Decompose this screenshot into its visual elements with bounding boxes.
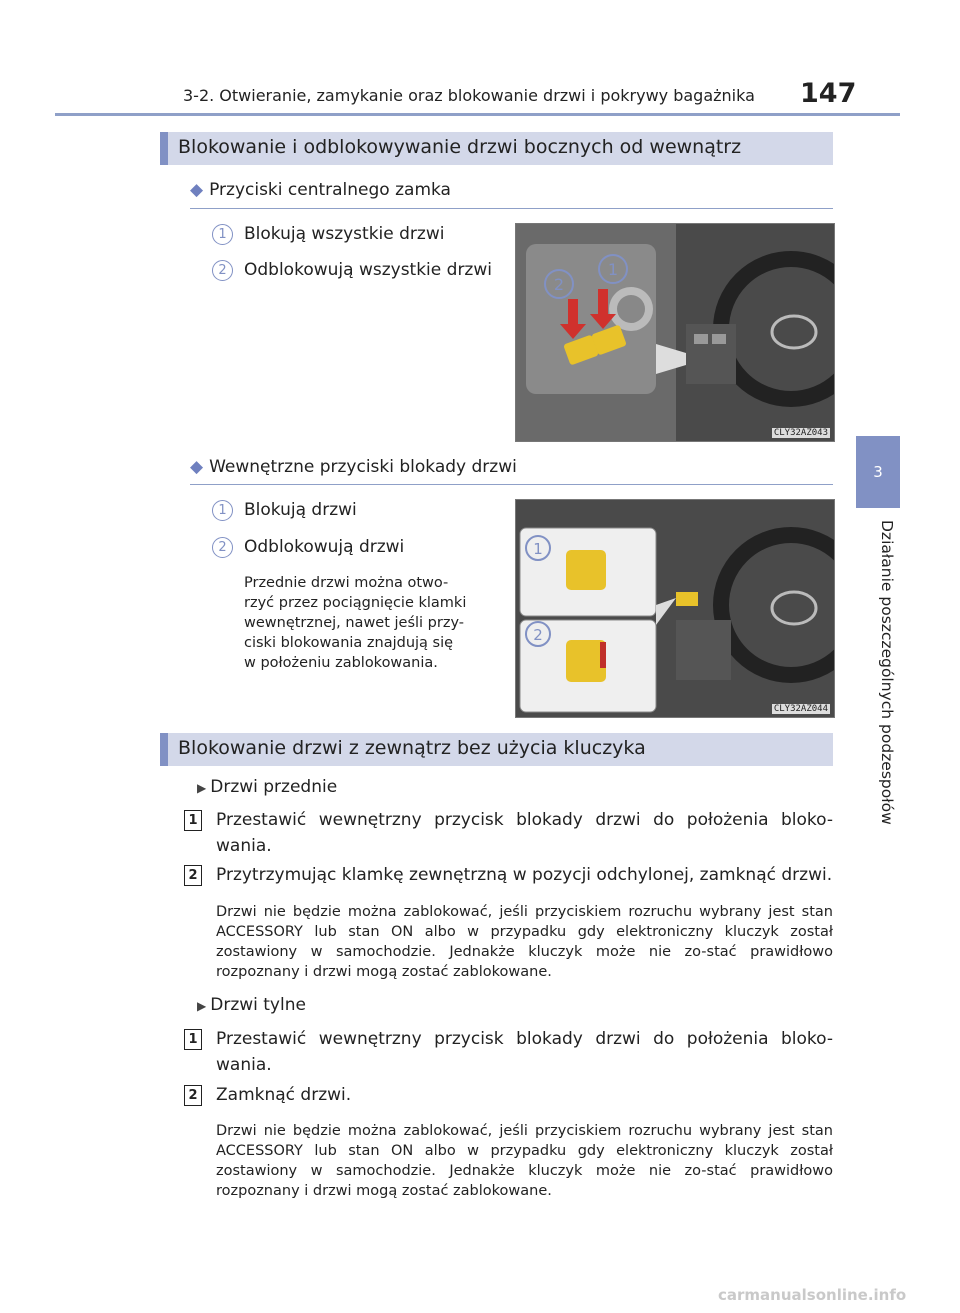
note-paragraph: Drzwi nie będzie można zablokować, jeśli przyciskiem rozruchu wybrany jest stan ACCESSORY lub stan ON albo w przypadku gdy elektroniczny kluczyk został zostawiony w samochodzie. Jednakże kluczyk może nie zo-stać prawidłowo rozpoznany i drzwi mogą zostać zablokowane. (216, 904, 833, 980)
diamond-icon: ◆ (190, 457, 204, 477)
page-number: 147 (800, 78, 857, 109)
step-text: Przestawić wewnętrzny przycisk blokady drzwi do położenia bloko-wania. (216, 1029, 833, 1075)
subsection-rule (190, 208, 833, 209)
header-rule (55, 113, 900, 116)
illustration-central-lock-buttons (515, 223, 835, 442)
running-header: 3-2. Otwieranie, zamykanie oraz blokowanie drzwi i pokrywy bagażnika (183, 86, 755, 105)
list-item: Blokują drzwi (244, 500, 357, 520)
step-number: 1 (184, 810, 202, 831)
step-text: Przytrzymując klamkę zewnętrzną w pozycji odchylonej, zamknąć drzwi. (216, 865, 833, 885)
note-paragraph: Drzwi nie będzie można zablokować, jeśli przyciskiem rozruchu wybrany jest stan ACCESSORY lub stan ON albo w przypadku gdy elektroniczny kluczyk został zostawiony w samochodzie. Jednakże kluczyk może nie zo-stać prawidłowo rozpoznany i drzwi mogą zostać zablokowane. (216, 1123, 833, 1199)
step-number: 2 (184, 1085, 202, 1106)
subheading-rear-doors: ▶ Drzwi tylne (197, 995, 306, 1015)
inside-lock-illustration (516, 500, 834, 717)
number-badge: 1 (212, 224, 233, 245)
step-number: 1 (184, 1029, 202, 1050)
note-paragraph: Przednie drzwi można otwo- rzyć przez pociągnięcie klamki wewnętrznej, nawet jeśli przy- ciski blokowania znajdują się w położeniu zablokowania. (244, 575, 467, 671)
triangle-bullet-icon: ▶ (197, 781, 207, 795)
svg-text:2: 2 (553, 275, 565, 294)
step-text: Przestawić wewnętrzny przycisk blokady drzwi do położenia bloko-wania. (216, 810, 833, 856)
section-heading: Blokowanie drzwi z zewnątrz bez użycia kluczyka (160, 733, 833, 766)
list-item: Blokują wszystkie drzwi (244, 224, 445, 244)
number-badge: 2 (212, 537, 233, 558)
svg-text:1: 1 (533, 540, 543, 558)
subsection-rule (190, 484, 833, 485)
list-item: Odblokowują drzwi (244, 537, 405, 557)
section-heading: Blokowanie i odblokowywanie drzwi bocznych od wewnątrz (160, 132, 833, 165)
svg-text:1: 1 (607, 260, 619, 279)
image-code: CLY32AZ044 (773, 704, 828, 714)
number-badge: 1 (212, 500, 233, 521)
subsection-heading: ◆ Przyciski centralnego zamka (190, 180, 451, 200)
triangle-bullet-icon: ▶ (197, 999, 207, 1013)
chapter-tab: 3 (856, 436, 900, 508)
subheading-front-doors: ▶ Drzwi przednie (197, 777, 338, 797)
watermark: carmanualsonline.info (718, 1286, 907, 1304)
number-badge: 2 (212, 260, 233, 281)
central-lock-illustration (516, 224, 834, 441)
image-code: CLY32AZ043 (773, 428, 828, 438)
step-number: 2 (184, 865, 202, 886)
diamond-icon: ◆ (190, 180, 204, 200)
chapter-title: Działanie poszczególnych podzespołów (878, 520, 896, 825)
step-text: Zamknąć drzwi. (216, 1085, 352, 1105)
svg-text:2: 2 (533, 626, 543, 644)
list-item: Odblokowują wszystkie drzwi (244, 260, 492, 280)
illustration-inside-lock-buttons (515, 499, 835, 718)
subsection-heading: ◆ Wewnętrzne przyciski blokady drzwi (190, 457, 517, 477)
